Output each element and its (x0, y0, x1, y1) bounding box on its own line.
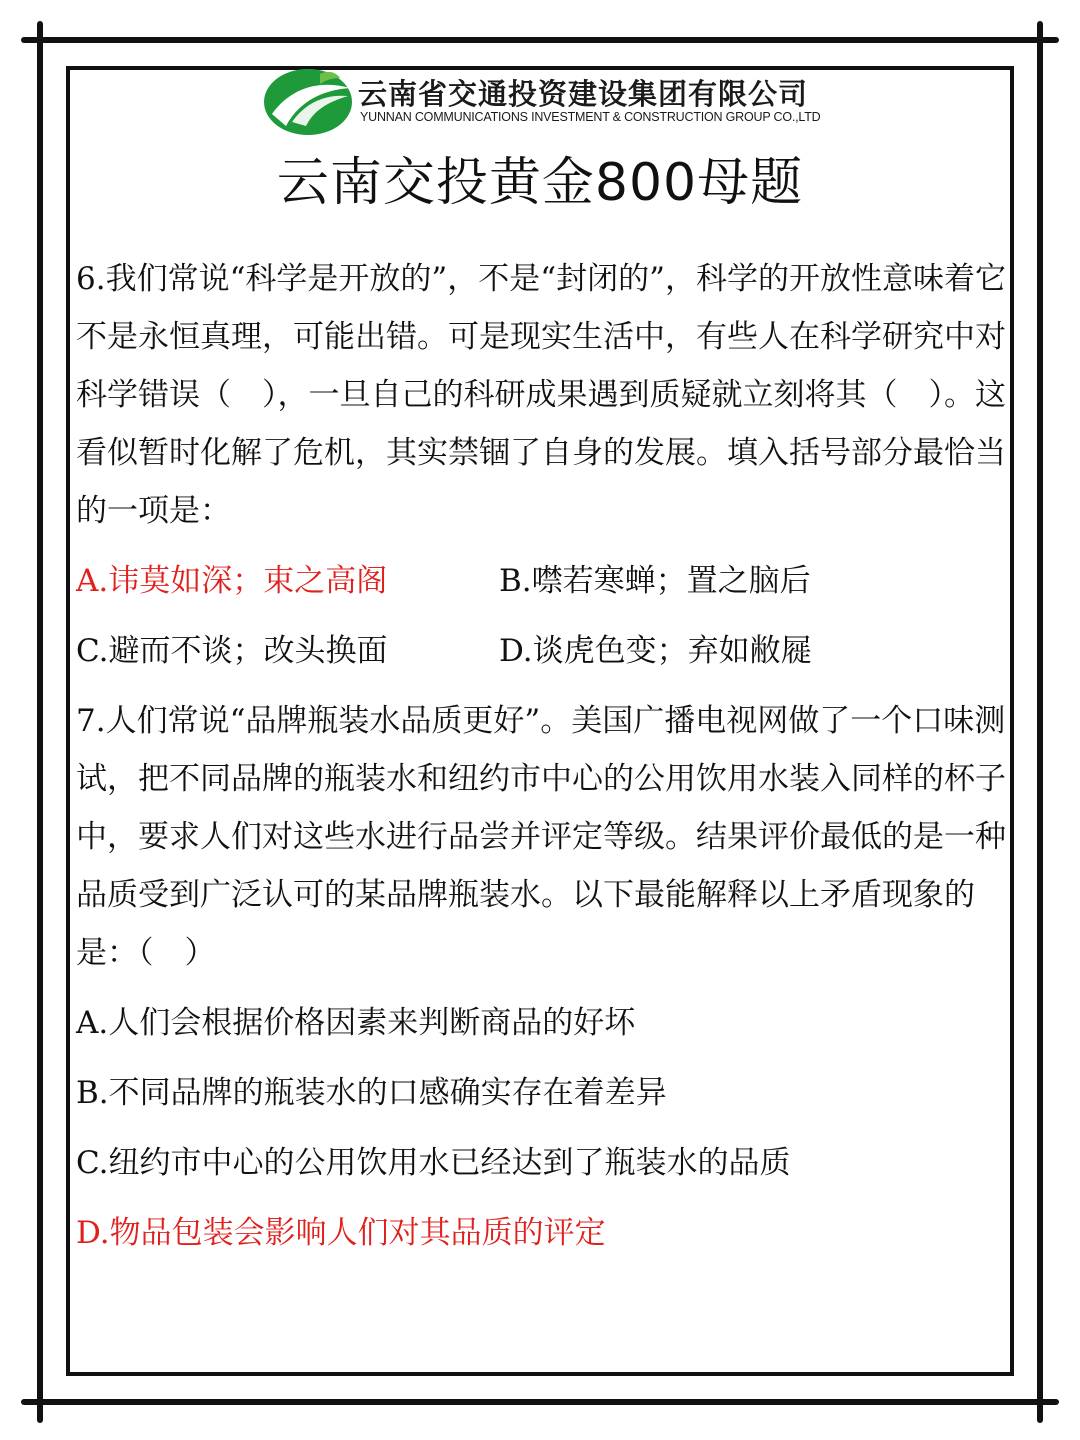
question-6-option-d: D.谈虎色变；弃如敝屣 (499, 633, 812, 669)
page-title: 云南交投黄金800母题 (276, 153, 804, 213)
question-7-option-a: A.人们会根据价格因素来判断商品的好坏 (76, 1005, 636, 1041)
question-6-options-row-1 (76, 552, 1006, 610)
question-6-option-c: C.避而不谈；改头换面 (76, 633, 388, 669)
question-7-option-b: B.不同品牌的瓶装水的口感确实存在着差异 (76, 1075, 667, 1111)
company-name-en: YUNNAN COMMUNICATIONS INVESTMENT & CONSTRUCTION GROUP CO.,LTD (360, 110, 821, 124)
question-list (76, 250, 1006, 1262)
question-6-stem: 6.我们常说“科学是开放的”，不是“封闭的”，科学的开放性意味着它不是永恒真理，可能出错。可是现实生活中，有些人在科学研究中对科学错误（ ），一旦自己的科研成果遇到质疑就立刻将其（ ）。这看似暂时化解了危机，其实禁锢了自身的发展。填入括号部分最恰当的一项是： (76, 261, 1006, 529)
question-7-option-d: D.物品包装会影响人们对其品质的评定 (76, 1215, 606, 1251)
question-7-stem: 7.人们常说“品牌瓶装水品质更好”。美国广播电视网做了一个口味测试，把不同品牌的瓶装水和纽约市中心的公用饮用水装入同样的杯子中，要求人们对这些水进行品尝并评定等级。结果评价最低的是一种品质受到广泛认可的某品牌瓶装水。以下最能解释以上矛盾现象的是：（ ） (76, 703, 1006, 971)
question-6-options-row-2 (76, 622, 1006, 680)
question-7-option-c: C.纽约市中心的公用饮用水已经达到了瓶装水的品质 (76, 1145, 791, 1181)
company-header (262, 66, 822, 138)
company-name-cn: 云南省交通投资建设集团有限公司 (358, 77, 809, 111)
question-6-option-a: A.讳莫如深；束之高阁 (76, 563, 388, 599)
question-6-option-b: B.噤若寒蝉；置之脑后 (499, 563, 811, 599)
road-leaf-logo-icon (262, 66, 358, 138)
